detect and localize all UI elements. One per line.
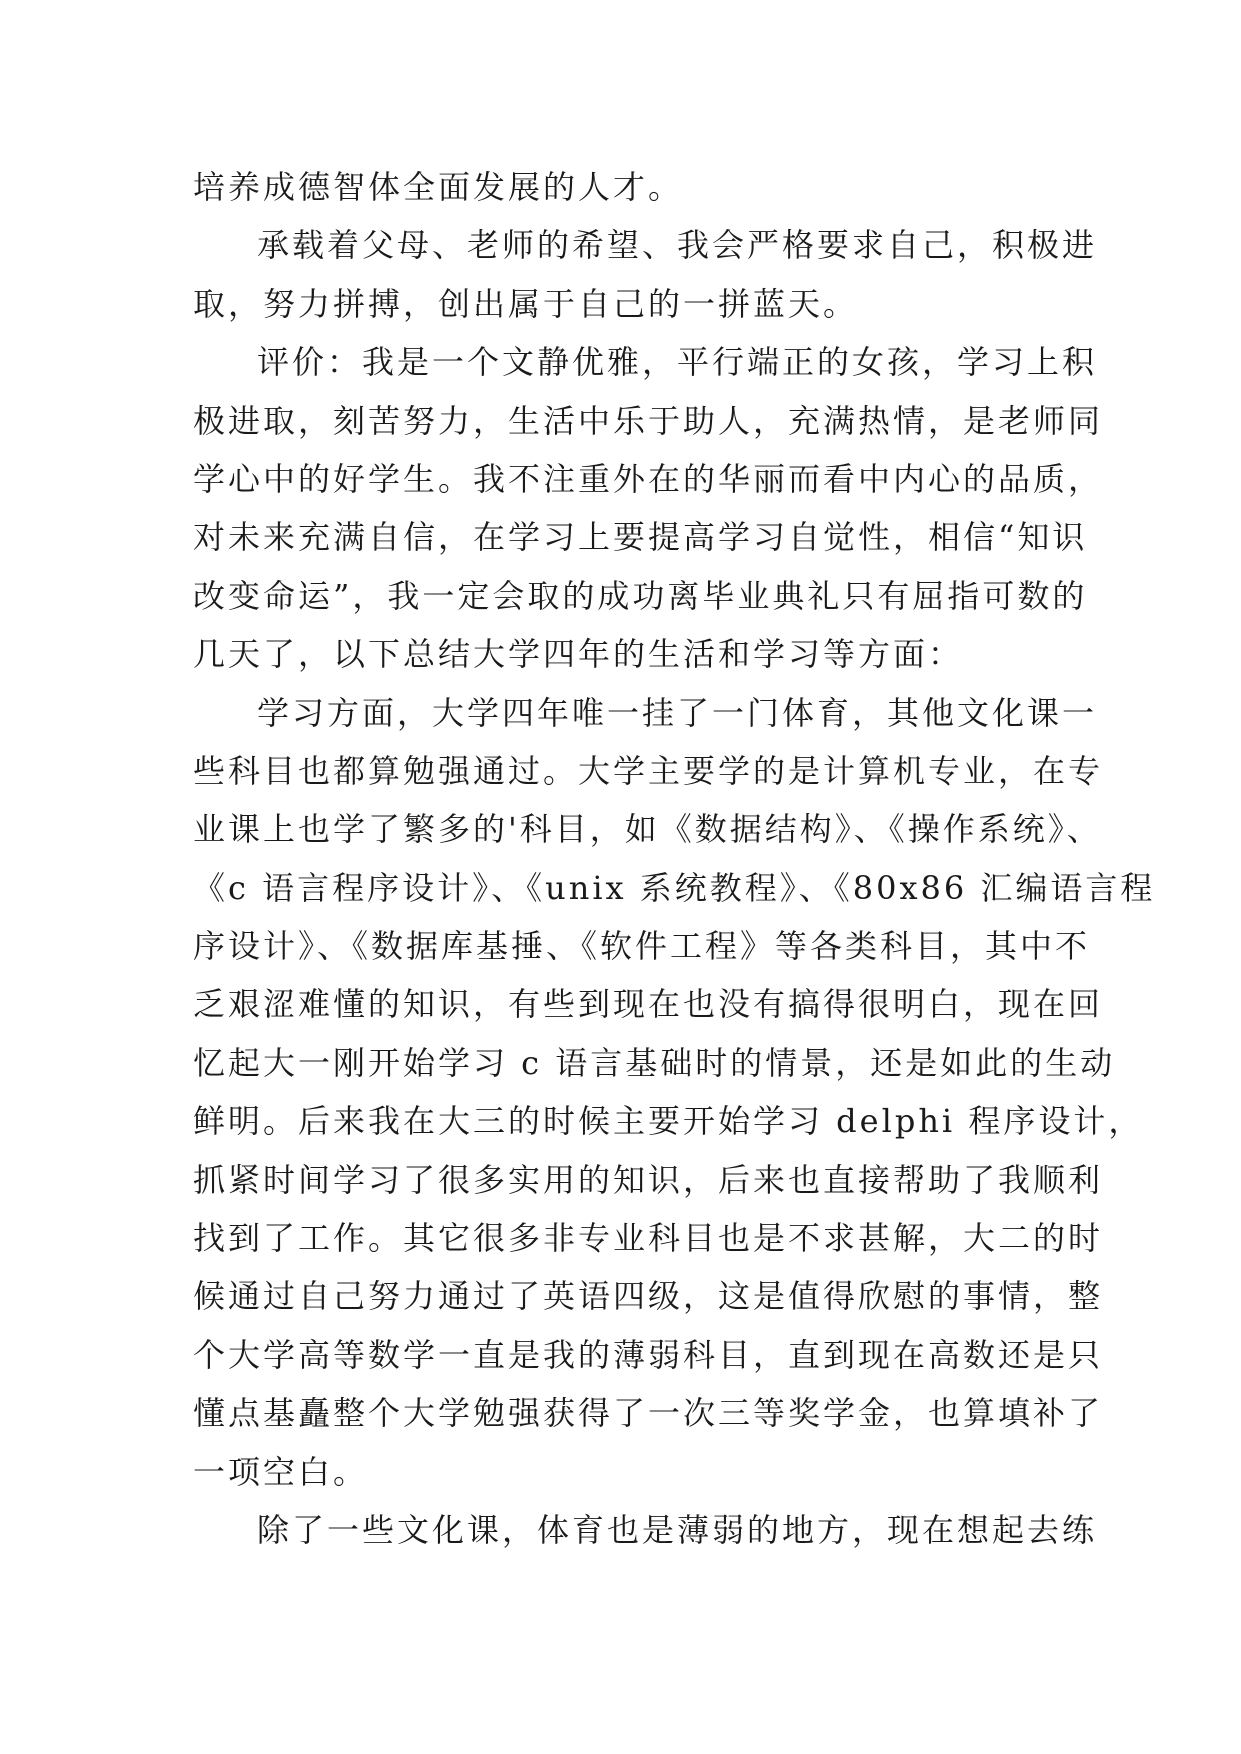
text-line: 候通过自己努力通过了英语四级，这是值得欣慰的事情，整 xyxy=(193,1277,1104,1316)
text-line: 对未来充满自信，在学习上要提高学习自觉性，相信“知识 xyxy=(193,518,1088,557)
text-line: 学心中的好学生。我不注重外在的华丽而看中内心的品质， xyxy=(193,459,1104,498)
text-line: 乏艰涩难懂的知识，有些到现在也没有搞得很明白，现在回 xyxy=(193,985,1104,1024)
text-line: 学习方面，大学四年唯一挂了一门体育，其他文化课一 xyxy=(257,693,1098,732)
text-line: 改变命运”，我一定会取的成功离毕业典礼只有屈指可数的 xyxy=(193,576,1088,615)
text-line: 一项空白。 xyxy=(193,1452,369,1491)
text-line: 个大学高等数学一直是我的薄弱科目，直到现在高数还是只 xyxy=(193,1335,1104,1374)
text-line: 抓紧时间学习了很多实用的知识，后来也直接帮助了我顺利 xyxy=(193,1160,1104,1199)
text-line: 鲜明。后来我在大三的时候主要开始学习 delphi 程序设计， xyxy=(193,1102,1144,1141)
text-line: 承载着父母、老师的希望、我会严格要求自己，积极进 xyxy=(257,226,1098,265)
text-line: 业课上也学了繁多的'科目，如《数据结构》、《操作系统》、 xyxy=(193,810,1102,849)
text-line: 序设计》、《数据库基捶、《软件工程》等各类科目，其中不 xyxy=(193,927,1091,966)
text-line: 极进取，刻苦努力，生活中乐于助人，充满热情，是老师同 xyxy=(193,401,1104,440)
text-line: 评价：我是一个文静优雅，平行端正的女孩，学习上积 xyxy=(257,343,1098,382)
document-body xyxy=(193,158,1156,1559)
text-line: 取，努力拼搏，创出属于自己的一拼蓝天。 xyxy=(193,284,859,323)
text-line: 忆起大一刚开始学习 c 语言基础时的情景，还是如此的生动 xyxy=(193,1043,1116,1082)
text-line: 几天了，以下总结大学四年的生活和学习等方面： xyxy=(193,635,964,674)
text-line: 找到了工作。其它很多非专业科目也是不求甚解，大二的时 xyxy=(193,1219,1104,1258)
text-line: 懂点基矗整个大学勉强获得了一次三等奖学金，也算填补了 xyxy=(193,1394,1104,1433)
text-line: 《c 语言程序设计》、《unix 系统教程》、《80x86 汇编语言程 xyxy=(193,868,1156,907)
text-line: 培养成德智体全面发展的人才。 xyxy=(193,168,684,206)
text-line: 些科目也都算勉强通过。大学主要学的是计算机专业，在专 xyxy=(193,751,1104,790)
text-line: 除了一些文化课，体育也是薄弱的地方，现在想起去练 xyxy=(257,1510,1098,1549)
